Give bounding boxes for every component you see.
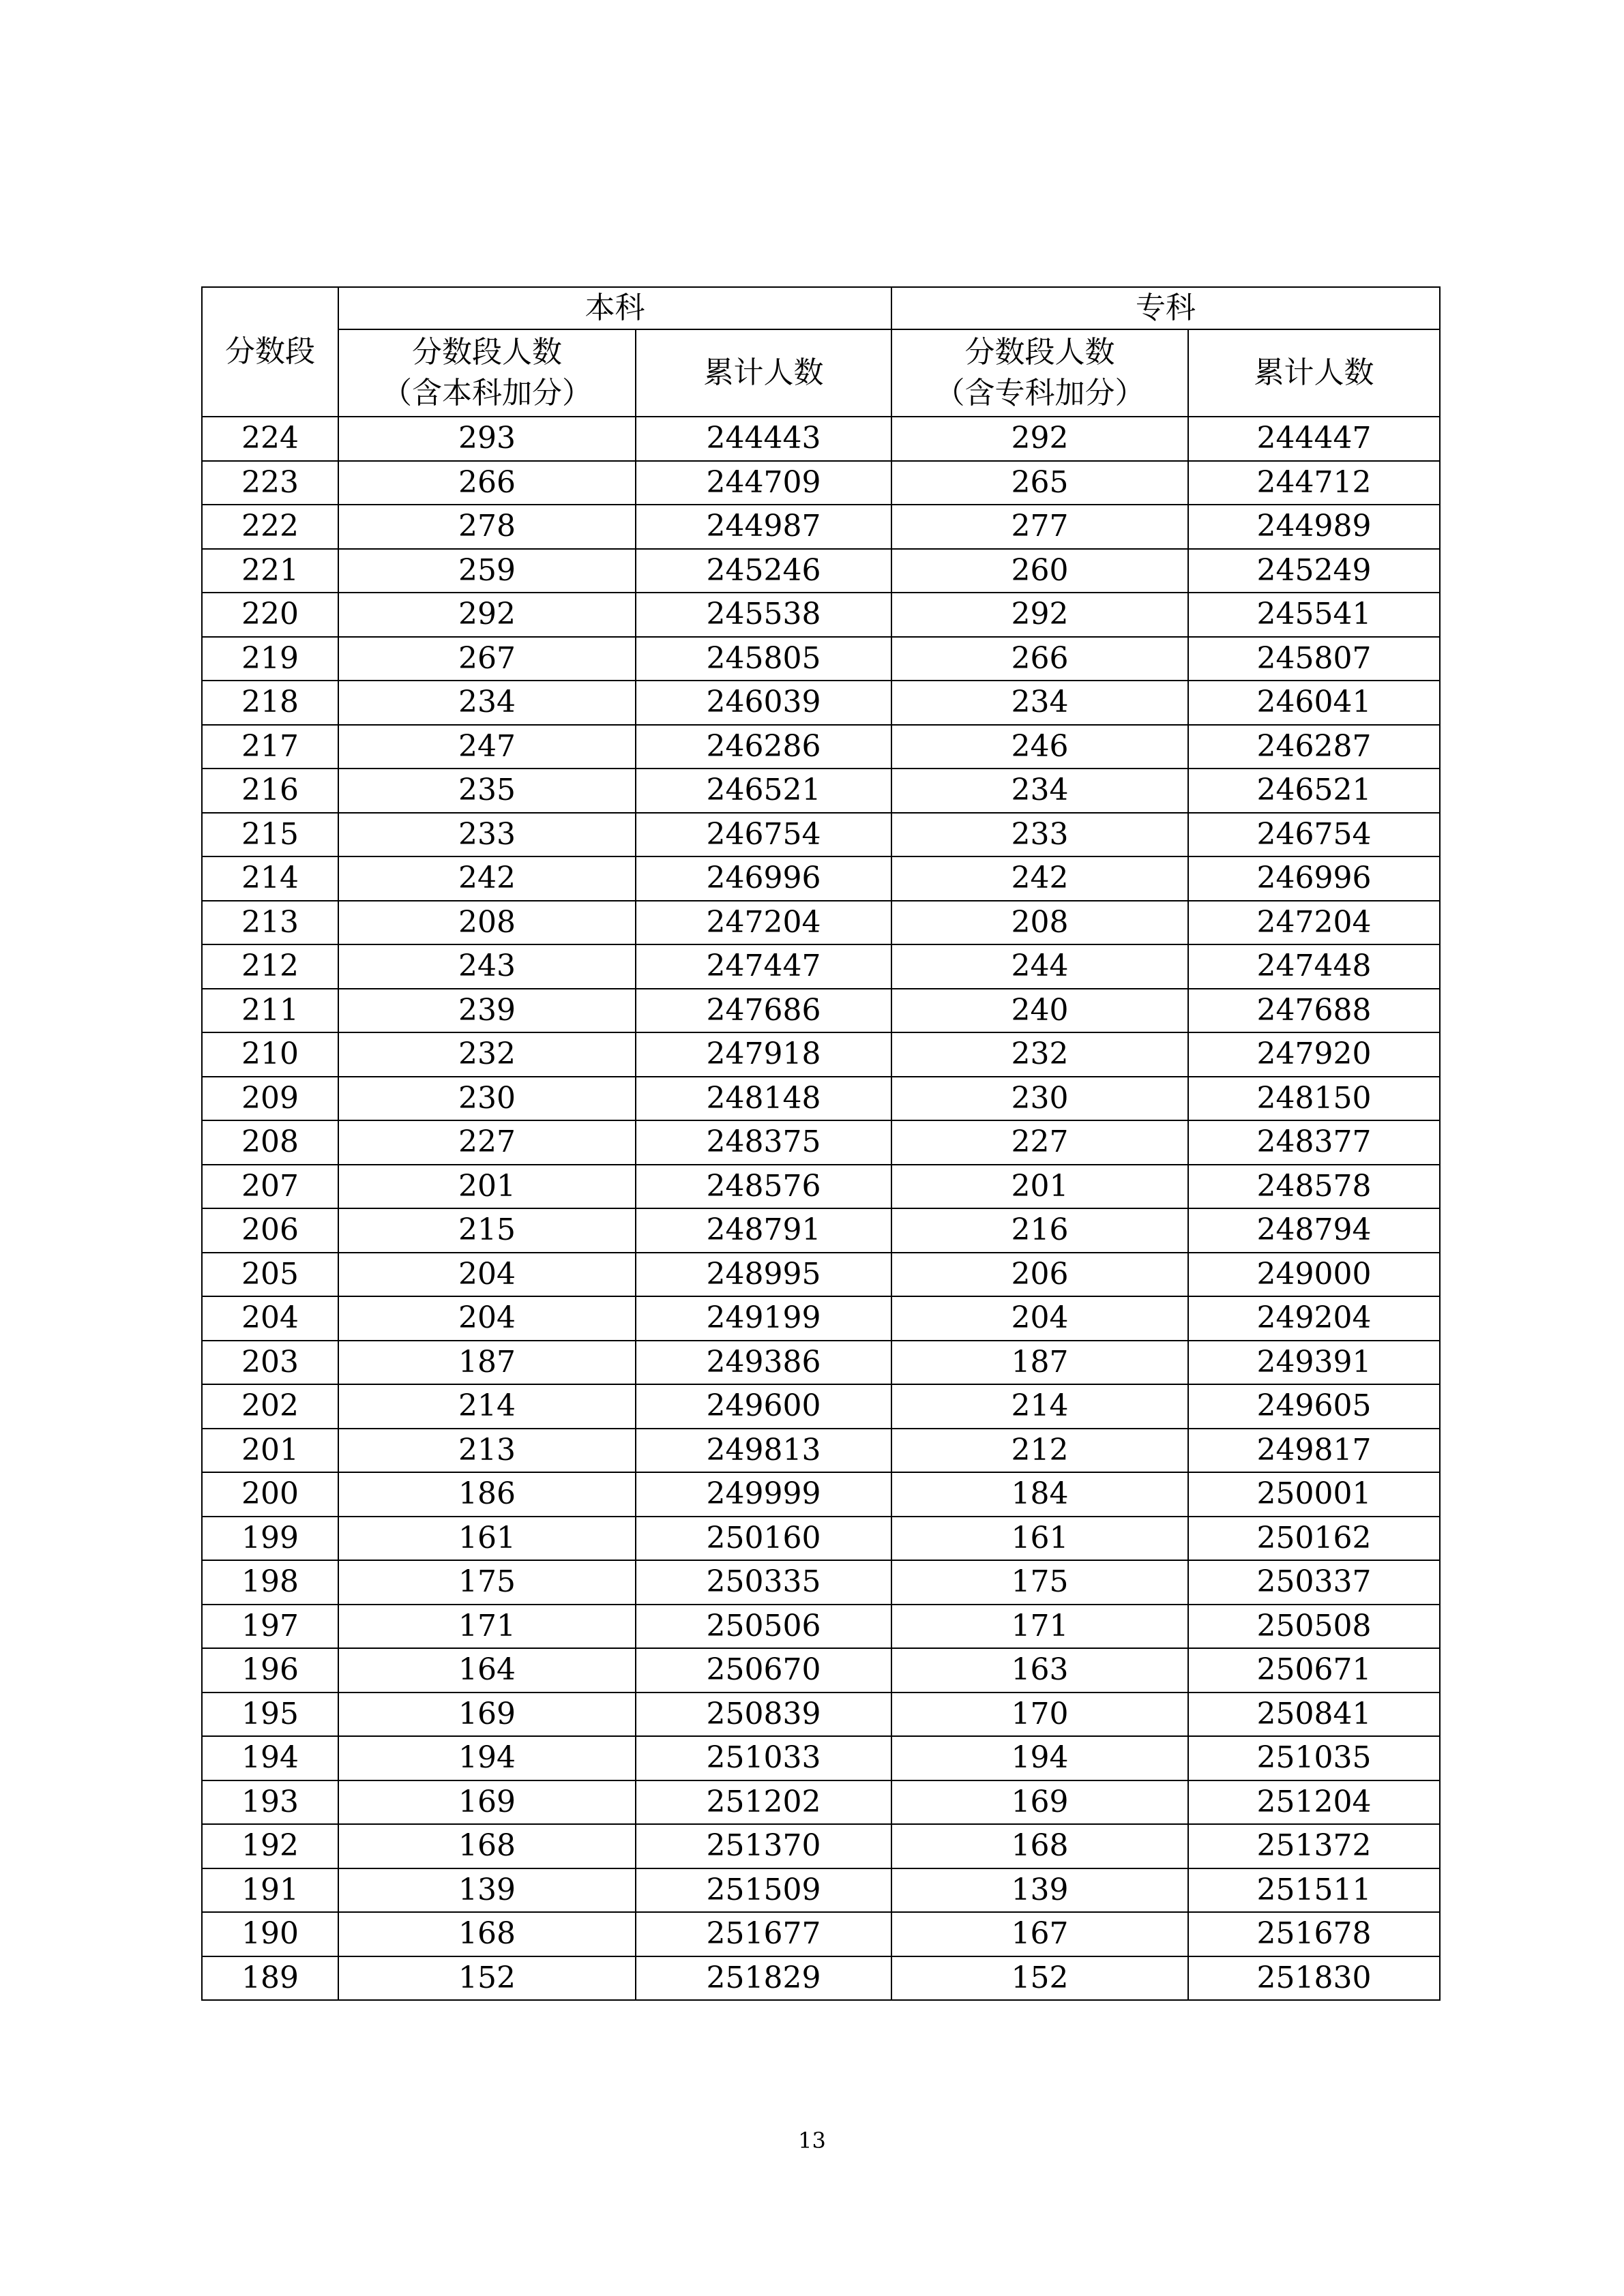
score-band-cell: 222 (202, 505, 338, 549)
table-row (202, 1605, 1440, 1649)
undergrad-cumulative-cell: 247447 (636, 944, 891, 989)
undergrad-count-cell: 187 (338, 1341, 636, 1385)
score-band-cell: 216 (202, 769, 338, 813)
junior-count-cell: 208 (891, 901, 1188, 945)
undergrad-cumulative-cell: 247918 (636, 1032, 891, 1077)
undergrad-cumulative-cell: 251509 (636, 1868, 891, 1913)
undergrad-cumulative-cell: 245805 (636, 637, 891, 681)
table-row (202, 1077, 1440, 1121)
junior-cumulative-cell: 245541 (1188, 593, 1440, 637)
header-undergrad-count-line2: （含本科加分） (382, 376, 592, 411)
undergrad-count-cell: 152 (338, 1956, 636, 2001)
score-band-cell: 190 (202, 1912, 338, 1956)
junior-cumulative-cell: 250001 (1188, 1472, 1440, 1517)
junior-cumulative-cell: 246041 (1188, 681, 1440, 725)
table-row (202, 1693, 1440, 1737)
undergrad-count-cell: 243 (338, 944, 636, 989)
undergrad-cumulative-cell: 246039 (636, 681, 891, 725)
score-band-cell: 220 (202, 593, 338, 637)
score-band-cell: 198 (202, 1560, 338, 1605)
undergrad-cumulative-cell: 244987 (636, 505, 891, 549)
junior-count-cell: 244 (891, 944, 1188, 989)
undergrad-cumulative-cell: 248576 (636, 1165, 891, 1209)
undergrad-cumulative-cell: 251202 (636, 1780, 891, 1825)
score-band-cell: 206 (202, 1208, 338, 1253)
table-row (202, 769, 1440, 813)
junior-cumulative-cell: 244447 (1188, 417, 1440, 461)
junior-cumulative-cell: 250671 (1188, 1648, 1440, 1693)
junior-count-cell: 216 (891, 1208, 1188, 1253)
table-row (202, 1253, 1440, 1297)
undergrad-cumulative-cell: 244709 (636, 461, 891, 505)
junior-cumulative-cell: 250162 (1188, 1517, 1440, 1561)
undergrad-count-cell: 168 (338, 1824, 636, 1868)
header-group-row (202, 287, 1440, 329)
junior-cumulative-cell: 249204 (1188, 1296, 1440, 1341)
score-band-cell: 217 (202, 725, 338, 769)
undergrad-count-cell: 139 (338, 1868, 636, 1913)
score-band-cell: 204 (202, 1296, 338, 1341)
score-band-cell: 213 (202, 901, 338, 945)
table-row (202, 1472, 1440, 1517)
score-band-cell: 193 (202, 1780, 338, 1825)
score-band-cell: 192 (202, 1824, 338, 1868)
junior-count-cell: 175 (891, 1560, 1188, 1605)
table-row (202, 856, 1440, 901)
table-row (202, 417, 1440, 461)
table-row (202, 1824, 1440, 1868)
table-row (202, 681, 1440, 725)
undergrad-cumulative-cell: 248995 (636, 1253, 891, 1297)
junior-cumulative-cell: 244712 (1188, 461, 1440, 505)
undergrad-count-cell: 233 (338, 813, 636, 857)
score-band-cell: 199 (202, 1517, 338, 1561)
table-row (202, 1780, 1440, 1825)
undergrad-count-cell: 278 (338, 505, 636, 549)
score-band-cell: 195 (202, 1693, 338, 1737)
undergrad-count-cell: 239 (338, 989, 636, 1033)
junior-count-cell: 292 (891, 593, 1188, 637)
junior-count-cell: 212 (891, 1429, 1188, 1473)
undergrad-count-cell: 235 (338, 769, 636, 813)
table-row (202, 1384, 1440, 1429)
junior-cumulative-cell: 251511 (1188, 1868, 1440, 1913)
table-header (202, 287, 1440, 417)
header-junior-count-line2: （含专科加分） (934, 376, 1145, 411)
undergrad-count-cell: 293 (338, 417, 636, 461)
junior-count-cell: 265 (891, 461, 1188, 505)
score-band-cell: 200 (202, 1472, 338, 1517)
undergrad-count-cell: 234 (338, 681, 636, 725)
undergrad-cumulative-cell: 247204 (636, 901, 891, 945)
table-row (202, 944, 1440, 989)
junior-count-cell: 234 (891, 769, 1188, 813)
undergrad-cumulative-cell: 251677 (636, 1912, 891, 1956)
junior-count-cell: 168 (891, 1824, 1188, 1868)
table-row (202, 989, 1440, 1033)
undergrad-count-cell: 201 (338, 1165, 636, 1209)
undergrad-cumulative-cell: 250335 (636, 1560, 891, 1605)
score-distribution-table (201, 286, 1441, 2001)
table-row (202, 725, 1440, 769)
undergrad-cumulative-cell: 249813 (636, 1429, 891, 1473)
score-band-cell: 210 (202, 1032, 338, 1077)
junior-cumulative-cell: 247448 (1188, 944, 1440, 989)
undergrad-cumulative-cell: 247686 (636, 989, 891, 1033)
table-row (202, 1648, 1440, 1693)
undergrad-count-cell: 168 (338, 1912, 636, 1956)
table-row (202, 505, 1440, 549)
header-junior-count (891, 329, 1188, 417)
table-row (202, 1517, 1440, 1561)
junior-count-cell: 233 (891, 813, 1188, 857)
undergrad-count-cell: 213 (338, 1429, 636, 1473)
junior-count-cell: 240 (891, 989, 1188, 1033)
undergrad-cumulative-cell: 250839 (636, 1693, 891, 1737)
undergrad-count-cell: 230 (338, 1077, 636, 1121)
junior-count-cell: 260 (891, 549, 1188, 593)
undergrad-count-cell: 247 (338, 725, 636, 769)
score-band-cell: 196 (202, 1648, 338, 1693)
header-junior-cumulative: 累计人数 (1188, 329, 1440, 417)
score-band-cell: 211 (202, 989, 338, 1033)
table-row (202, 637, 1440, 681)
score-band-cell: 207 (202, 1165, 338, 1209)
undergrad-cumulative-cell: 251829 (636, 1956, 891, 2001)
junior-cumulative-cell: 249605 (1188, 1384, 1440, 1429)
junior-count-cell: 184 (891, 1472, 1188, 1517)
junior-count-cell: 232 (891, 1032, 1188, 1077)
undergrad-cumulative-cell: 248375 (636, 1120, 891, 1165)
junior-count-cell: 163 (891, 1648, 1188, 1693)
junior-cumulative-cell: 246996 (1188, 856, 1440, 901)
junior-cumulative-cell: 251372 (1188, 1824, 1440, 1868)
junior-count-cell: 194 (891, 1736, 1188, 1780)
undergrad-count-cell: 267 (338, 637, 636, 681)
table-row (202, 593, 1440, 637)
junior-cumulative-cell: 245249 (1188, 549, 1440, 593)
junior-count-cell: 167 (891, 1912, 1188, 1956)
junior-cumulative-cell: 248578 (1188, 1165, 1440, 1209)
junior-cumulative-cell: 247688 (1188, 989, 1440, 1033)
table-row (202, 1341, 1440, 1385)
undergrad-count-cell: 215 (338, 1208, 636, 1253)
undergrad-cumulative-cell: 250670 (636, 1648, 891, 1693)
junior-cumulative-cell: 249817 (1188, 1429, 1440, 1473)
junior-cumulative-cell: 249000 (1188, 1253, 1440, 1297)
undergrad-count-cell: 232 (338, 1032, 636, 1077)
undergrad-cumulative-cell: 248148 (636, 1077, 891, 1121)
junior-count-cell: 201 (891, 1165, 1188, 1209)
header-junior-group: 专科 (891, 287, 1440, 329)
junior-cumulative-cell: 251035 (1188, 1736, 1440, 1780)
header-sub-row (202, 329, 1440, 417)
score-band-cell: 219 (202, 637, 338, 681)
junior-count-cell: 266 (891, 637, 1188, 681)
junior-cumulative-cell: 250841 (1188, 1693, 1440, 1737)
table-row (202, 1956, 1440, 2001)
score-band-cell: 191 (202, 1868, 338, 1913)
undergrad-cumulative-cell: 249600 (636, 1384, 891, 1429)
undergrad-count-cell: 164 (338, 1648, 636, 1693)
header-undergrad-cumulative: 累计人数 (636, 329, 891, 417)
undergrad-count-cell: 208 (338, 901, 636, 945)
junior-count-cell: 139 (891, 1868, 1188, 1913)
table-row (202, 1208, 1440, 1253)
undergrad-count-cell: 175 (338, 1560, 636, 1605)
undergrad-cumulative-cell: 249199 (636, 1296, 891, 1341)
undergrad-count-cell: 161 (338, 1517, 636, 1561)
junior-count-cell: 204 (891, 1296, 1188, 1341)
junior-cumulative-cell: 248794 (1188, 1208, 1440, 1253)
undergrad-count-cell: 186 (338, 1472, 636, 1517)
table-row (202, 1165, 1440, 1209)
undergrad-cumulative-cell: 251033 (636, 1736, 891, 1780)
junior-count-cell: 187 (891, 1341, 1188, 1385)
table-row (202, 1912, 1440, 1956)
junior-cumulative-cell: 249391 (1188, 1341, 1440, 1385)
undergrad-cumulative-cell: 246286 (636, 725, 891, 769)
junior-cumulative-cell: 248377 (1188, 1120, 1440, 1165)
score-band-cell: 224 (202, 417, 338, 461)
junior-count-cell: 292 (891, 417, 1188, 461)
junior-cumulative-cell: 247920 (1188, 1032, 1440, 1077)
junior-count-cell: 230 (891, 1077, 1188, 1121)
table-row (202, 1032, 1440, 1077)
table-row (202, 1560, 1440, 1605)
junior-cumulative-cell: 250337 (1188, 1560, 1440, 1605)
score-band-cell: 221 (202, 549, 338, 593)
undergrad-cumulative-cell: 250506 (636, 1605, 891, 1649)
junior-count-cell: 171 (891, 1605, 1188, 1649)
junior-cumulative-cell: 246287 (1188, 725, 1440, 769)
table-row (202, 461, 1440, 505)
header-undergrad-count (338, 329, 636, 417)
table-body (202, 417, 1440, 2000)
junior-cumulative-cell: 251204 (1188, 1780, 1440, 1825)
undergrad-cumulative-cell: 251370 (636, 1824, 891, 1868)
score-band-cell: 203 (202, 1341, 338, 1385)
undergrad-count-cell: 266 (338, 461, 636, 505)
junior-cumulative-cell: 250508 (1188, 1605, 1440, 1649)
score-band-cell: 189 (202, 1956, 338, 2001)
table-row (202, 813, 1440, 857)
header-score-band: 分数段 (202, 287, 338, 417)
score-band-cell: 194 (202, 1736, 338, 1780)
table-row (202, 1868, 1440, 1913)
undergrad-cumulative-cell: 244443 (636, 417, 891, 461)
junior-count-cell: 227 (891, 1120, 1188, 1165)
table-row (202, 1736, 1440, 1780)
undergrad-count-cell: 214 (338, 1384, 636, 1429)
undergrad-count-cell: 169 (338, 1780, 636, 1825)
junior-cumulative-cell: 246521 (1188, 769, 1440, 813)
junior-count-cell: 152 (891, 1956, 1188, 2001)
junior-cumulative-cell: 251830 (1188, 1956, 1440, 2001)
undergrad-count-cell: 171 (338, 1605, 636, 1649)
junior-count-cell: 277 (891, 505, 1188, 549)
junior-count-cell: 169 (891, 1780, 1188, 1825)
table-row (202, 901, 1440, 945)
score-band-cell: 223 (202, 461, 338, 505)
table-row (202, 1296, 1440, 1341)
undergrad-cumulative-cell: 245246 (636, 549, 891, 593)
undergrad-count-cell: 169 (338, 1693, 636, 1737)
junior-cumulative-cell: 248150 (1188, 1077, 1440, 1121)
table-row (202, 549, 1440, 593)
undergrad-cumulative-cell: 246754 (636, 813, 891, 857)
undergrad-cumulative-cell: 245538 (636, 593, 891, 637)
header-undergrad-count-line1: 分数段人数 (412, 335, 562, 370)
score-band-cell: 197 (202, 1605, 338, 1649)
undergrad-count-cell: 204 (338, 1253, 636, 1297)
junior-cumulative-cell: 251678 (1188, 1912, 1440, 1956)
junior-count-cell: 161 (891, 1517, 1188, 1561)
undergrad-cumulative-cell: 246996 (636, 856, 891, 901)
header-undergrad-group: 本科 (338, 287, 891, 329)
undergrad-count-cell: 259 (338, 549, 636, 593)
page-number: 13 (798, 2128, 826, 2153)
score-band-cell: 205 (202, 1253, 338, 1297)
undergrad-count-cell: 227 (338, 1120, 636, 1165)
junior-cumulative-cell: 246754 (1188, 813, 1440, 857)
undergrad-count-cell: 204 (338, 1296, 636, 1341)
undergrad-cumulative-cell: 249386 (636, 1341, 891, 1385)
undergrad-cumulative-cell: 249999 (636, 1472, 891, 1517)
junior-count-cell: 234 (891, 681, 1188, 725)
undergrad-cumulative-cell: 248791 (636, 1208, 891, 1253)
junior-count-cell: 170 (891, 1693, 1188, 1737)
score-band-cell: 201 (202, 1429, 338, 1473)
score-band-cell: 215 (202, 813, 338, 857)
undergrad-cumulative-cell: 246521 (636, 769, 891, 813)
junior-count-cell: 246 (891, 725, 1188, 769)
table-row (202, 1429, 1440, 1473)
undergrad-count-cell: 194 (338, 1736, 636, 1780)
junior-cumulative-cell: 245807 (1188, 637, 1440, 681)
junior-count-cell: 206 (891, 1253, 1188, 1297)
score-band-cell: 214 (202, 856, 338, 901)
score-band-cell: 218 (202, 681, 338, 725)
score-band-cell: 208 (202, 1120, 338, 1165)
junior-count-cell: 214 (891, 1384, 1188, 1429)
undergrad-count-cell: 292 (338, 593, 636, 637)
junior-count-cell: 242 (891, 856, 1188, 901)
score-band-cell: 212 (202, 944, 338, 989)
junior-cumulative-cell: 247204 (1188, 901, 1440, 945)
table-row (202, 1120, 1440, 1165)
score-band-cell: 209 (202, 1077, 338, 1121)
junior-cumulative-cell: 244989 (1188, 505, 1440, 549)
score-band-cell: 202 (202, 1384, 338, 1429)
undergrad-cumulative-cell: 250160 (636, 1517, 891, 1561)
undergrad-count-cell: 242 (338, 856, 636, 901)
header-junior-count-line1: 分数段人数 (964, 335, 1115, 370)
